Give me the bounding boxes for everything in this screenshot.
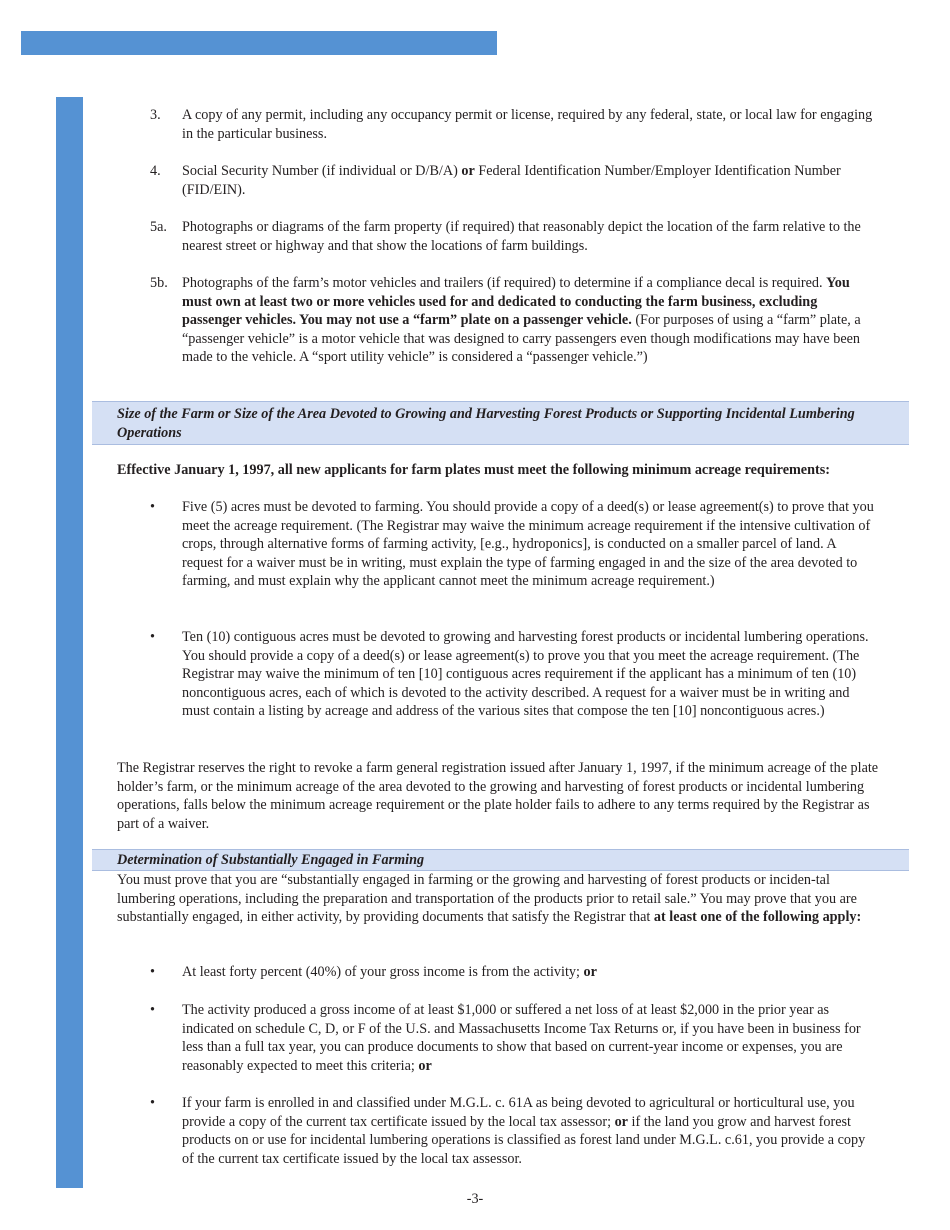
side-accent-bar — [56, 97, 83, 1188]
item-text: Social Security Number (if individual or D/B/A) or Federal Identification Number/Employer Identification Number (FID/EIN). — [182, 163, 841, 198]
item-text: Photographs of the farm’s motor vehicles and trailers (if required) to determine if a compliance decal is required. You must own at least two or more vehicles used for and dedicated to conducting the farm business, excluding passenger vehicles. You may not use a “farm” plate on a passenger vehicle. (For purposes of using a “farm” plate, a “passenger vehicle” is a motor vehicle that was designed to carry passengers even though modifications may have been made to the vehicle. A “sport utility vehicle” is considered a “passenger vehicle.”) — [182, 275, 861, 365]
item-label: 5b. — [150, 275, 168, 291]
bullet-icon: • — [150, 629, 155, 645]
acreage-intro: Effective January 1, 1997, all new applicants for farm plates must meet the following minimum acreage requirements: — [117, 462, 830, 478]
bullet-icon: • — [150, 1002, 155, 1018]
engaged-intro: You must prove that you are “substantially engaged in farming or the growing and harvesting of forest products or inciden-tal lumbering operations, including the preparation and transportation of the products prior to retail sale.” You may prove that you are substantially engaged, in either activity, by providing documents that satisfy the Registrar that at least one of the following apply: — [117, 872, 862, 925]
item-label: 5a. — [150, 219, 167, 235]
page-number: -3- — [466, 1191, 484, 1207]
bullet-icon: • — [150, 964, 155, 980]
item-label: 4. — [150, 163, 161, 179]
bullet-text: Five (5) acres must be devoted to farming. You should provide a copy of a deed(s) or lease agreement(s) to prove that you meet the acreage requirement. (The Registrar may waive the minimum acreage requirement if the intensive cultivation of crops, through alternative forms of farming activity, [e.g., hydroponics], is conducted on a smaller parcel of land. A request for a waiver must be in writing, must explain the type of farming engaged in and the size of the area devoted to farming, and must explain why the applicant cannot meet the minimum acreage requirement.) — [182, 499, 874, 589]
header-accent-bar — [21, 31, 497, 55]
acreage-bullet-forest — [150, 628, 880, 721]
numbered-item-3 — [150, 106, 880, 143]
engaged-bullet-tax-certificate — [150, 1094, 880, 1168]
section-heading-engaged: Determination of Substantially Engaged in Farming — [117, 852, 425, 868]
numbered-item-4 — [150, 162, 880, 199]
bullet-text: If your farm is enrolled in and classified under M.G.L. c. 61A as being devoted to agricultural or horticultural use, you provide a copy of the current tax certificate issued by the local tax assessor; or if the land you grow and harvest forest products on or use for incidental lumbering operations is classified as forest land under M.G.L. c.61, you provide a copy of the current tax certificate issued by the local tax assessor. — [182, 1095, 866, 1167]
registrar-revoke-paragraph: The Registrar reserves the right to revoke a farm general registration issued after January 1, 1997, if the minimum acreage of the plate holder’s farm, or the minimum acreage of the area devoted to the growing and harvesting of forest products or incidental lumbering operations, falls below the minimum acreage requirement or the plate holder fails to adhere to any terms required by the Registrar as part of a waiver. — [117, 760, 879, 832]
section-heading-band-size — [92, 401, 909, 445]
bullet-text: The activity produced a gross income of at least $1,000 or suffered a net loss of at least $2,000 in the prior year as indicated on schedule C, D, or F of the U.S. and Massachusetts Income Tax Returns or, if you have been in business for less than a full tax year, you can produce documents to show that based on current-year income or expenses, you are reasonably expected to meet this criteria; or — [182, 1002, 861, 1074]
item-text: A copy of any permit, including any occupancy permit or license, required by any federal, state, or local law for engaging in the particular business. — [182, 107, 873, 142]
section-heading-size: Size of the Farm or Size of the Area Devoted to Growing and Harvesting Forest Products or Supporting Incidental Lumbering Operations — [117, 406, 855, 441]
section-heading-band-engaged — [92, 849, 909, 871]
item-text: Photographs or diagrams of the farm property (if required) that reasonably depict the location of the farm relative to the nearest street or highway and that show the locations of farm buildings. — [182, 219, 861, 254]
engaged-bullet-income — [150, 963, 880, 982]
acreage-bullet-farming — [150, 498, 880, 591]
bullet-text: At least forty percent (40%) of your gross income is from the activity; or — [182, 964, 597, 980]
bullet-icon: • — [150, 499, 155, 515]
numbered-item-5b — [150, 274, 880, 367]
bullet-text: Ten (10) contiguous acres must be devoted to growing and harvesting forest products or incidental lumbering operations. You should provide a copy of a deed(s) or lease agreement(s) to prove you that you meet the acreage requirement. (The Registrar may waive the minimum of ten [10] contiguous acres requirement if the applicant has a minimum of ten (10) noncontiguous acres, each of which is devoted to the activity described. A request for a waiver must be in writing and must contain a listing by acreage and address of the various sites that compose the ten [10] noncontiguous acres.) — [182, 629, 869, 719]
bullet-icon: • — [150, 1095, 155, 1111]
engaged-bullet-gross-income — [150, 1001, 880, 1075]
item-label: 3. — [150, 107, 161, 123]
numbered-item-5a — [150, 218, 880, 255]
